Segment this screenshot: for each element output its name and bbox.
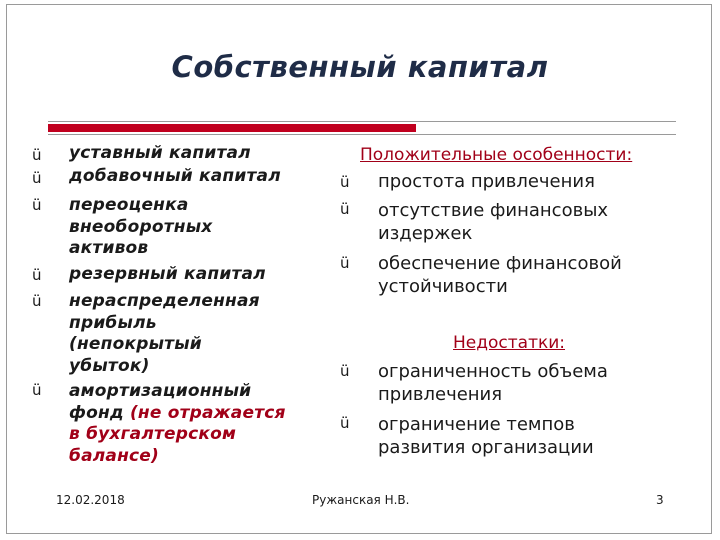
- check-icon: ü: [32, 196, 42, 214]
- check-icon: ü: [340, 200, 350, 218]
- left-item-depreciation-fund: амортизационный фонд (не отражается в бухгалтерском балансе): [69, 381, 286, 466]
- drawback-item-growth-limit: ограничение темпов развития организации: [378, 414, 594, 458]
- left-item-additional-capital: добавочный капитал: [69, 166, 281, 186]
- left-item-charter-capital: уставный капитал: [69, 143, 251, 163]
- title-divider-top: [48, 121, 676, 122]
- left-item-revaluation: переоценка внеоборотных активов: [69, 195, 213, 258]
- check-icon: ü: [32, 381, 42, 399]
- slide-title: Собственный капитал: [171, 50, 549, 84]
- check-icon: ü: [340, 414, 350, 432]
- positive-item-financial-stability: обеспечение финансовой устойчивости: [378, 253, 622, 297]
- check-icon: ü: [32, 292, 42, 310]
- drawback-item-limited-volume: ограниченность объема привлечения: [378, 361, 608, 405]
- left-item-retained-earnings: нераспределенная прибыль (непокрытый убыток): [69, 291, 260, 376]
- left-item-reserve-capital: резервный капитал: [69, 264, 266, 284]
- title-divider-bottom: [48, 134, 676, 135]
- check-icon: ü: [340, 173, 350, 191]
- footer-author: Ружанская Н.В.: [312, 493, 410, 507]
- check-icon: ü: [32, 146, 42, 164]
- positive-item-ease-of-raising: простота привлечения: [378, 171, 595, 192]
- drawbacks-heading: Недостатки:: [453, 333, 566, 353]
- check-icon: ü: [340, 254, 350, 272]
- footer-date: 12.02.2018: [56, 493, 125, 507]
- positive-item-no-financial-costs: отсутствие финансовых издержек: [378, 200, 609, 244]
- check-icon: ü: [32, 169, 42, 187]
- title-accent-bar: [48, 124, 416, 132]
- check-icon: ü: [32, 266, 42, 284]
- check-icon: ü: [340, 362, 350, 380]
- footer-page-number: 3: [656, 493, 664, 507]
- positive-features-heading: Положительные особенности:: [360, 145, 633, 165]
